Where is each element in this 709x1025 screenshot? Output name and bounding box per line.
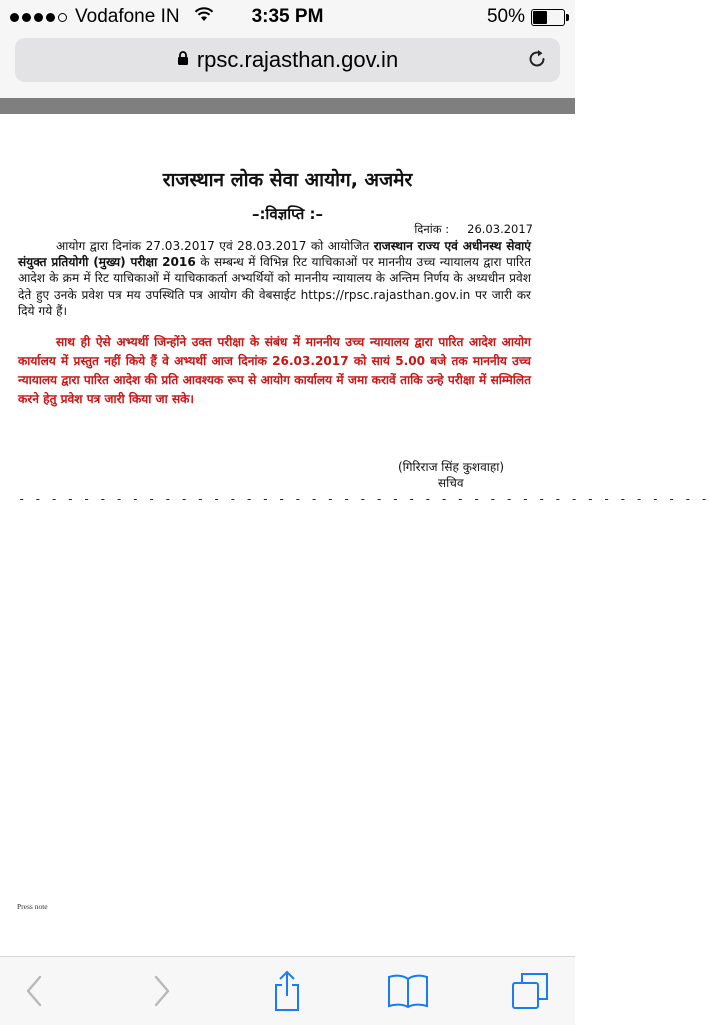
date-value: 26.03.2017 xyxy=(467,222,533,236)
status-time: 3:35 PM xyxy=(251,6,324,27)
address-bar[interactable] xyxy=(15,38,560,82)
battery-level-fill xyxy=(533,11,547,24)
notice-document xyxy=(0,114,709,956)
signatory-name: (गिरिराज सिंह कुशवाहा) xyxy=(398,460,505,474)
page-top-border xyxy=(0,98,575,114)
dashed-divider: - - - - - - - - - - - - - - - - - - - - - - - - - - - - - - - - - - - - - - - - - - - xyxy=(18,492,709,506)
url-display[interactable] xyxy=(15,47,560,74)
carrier-name: Vodafone IN xyxy=(75,6,180,27)
browser-toolbar xyxy=(0,956,575,1025)
status-bar xyxy=(0,0,575,34)
lock-icon xyxy=(177,46,189,72)
exam-name: राजस्थान राज्य एवं अधीनस्थ सेवाएं संयुक्त प्रतियोगी (मुख्य) परीक्षा 2016 xyxy=(18,239,531,270)
forward-icon[interactable] xyxy=(142,971,182,1011)
date-label: दिनांक : xyxy=(414,222,450,236)
document-date xyxy=(414,222,533,237)
battery-percentage: 50% xyxy=(486,6,525,27)
document-subtitle: –:विज्ञप्ति :– xyxy=(251,205,324,223)
share-icon[interactable] xyxy=(267,971,307,1011)
press-note-label: Press note xyxy=(17,902,48,911)
para1-start: आयोग द्वारा दिनांक 27.03.2017 एवं 28.03.2017 को आयोजित xyxy=(56,239,374,253)
browser-address-area xyxy=(0,34,575,98)
battery-icon xyxy=(531,9,565,26)
notice-paragraph-1 xyxy=(18,238,531,319)
back-icon[interactable] xyxy=(14,971,54,1011)
tabs-icon[interactable] xyxy=(510,971,550,1011)
signatory-title: सचिव xyxy=(438,476,464,490)
para1-end: के सम्बन्ध में विभिन्न रिट याचिकाओं पर माननीय उच्च न्यायालय द्वारा पारित आदेश के क्रम में रिट याचिकाओं में याचिकाकर्ता अभ्यर्थियों को माननीय न्यायालय के अन्तिम निर्णय के अध्यधीन प्रवेश देते हुए उनके प्रवेश पत्र मय उपस्थिति पत्र आयोग की वेबसाईट https://rpsc.rajasthan.gov.in पर जारी कर दिये गये हैं। xyxy=(18,255,531,318)
bookmarks-icon[interactable] xyxy=(388,971,428,1011)
document-title: राजस्थान लोक सेवा आयोग, अजमेर xyxy=(162,169,413,191)
battery-area xyxy=(487,6,565,28)
notice-paragraph-2: साथ ही ऐसे अभ्यर्थी जिन्होंने उक्त परीक्षा के संबंध में माननीय उच्च न्यायालय द्वारा पारित आदेश आयोग कार्यालय में प्रस्तुत नहीं किये हैं वे अभ्यर्थी आज दिनांक 26.03.2017 को सायं 5.00 बजे तक माननीय उच्च न्यायालय द्वारा पारित आदेश की प्रति आवश्यक रूप से आयोग कार्यालय में जमा करावें ताकि उन्हे परीक्षा में सम्मिलित करने हेतु प्रवेश पत्र जारी किया जा सके। xyxy=(18,335,531,406)
url-text: rpsc.rajasthan.gov.in xyxy=(196,47,399,72)
reload-icon[interactable] xyxy=(526,48,548,74)
